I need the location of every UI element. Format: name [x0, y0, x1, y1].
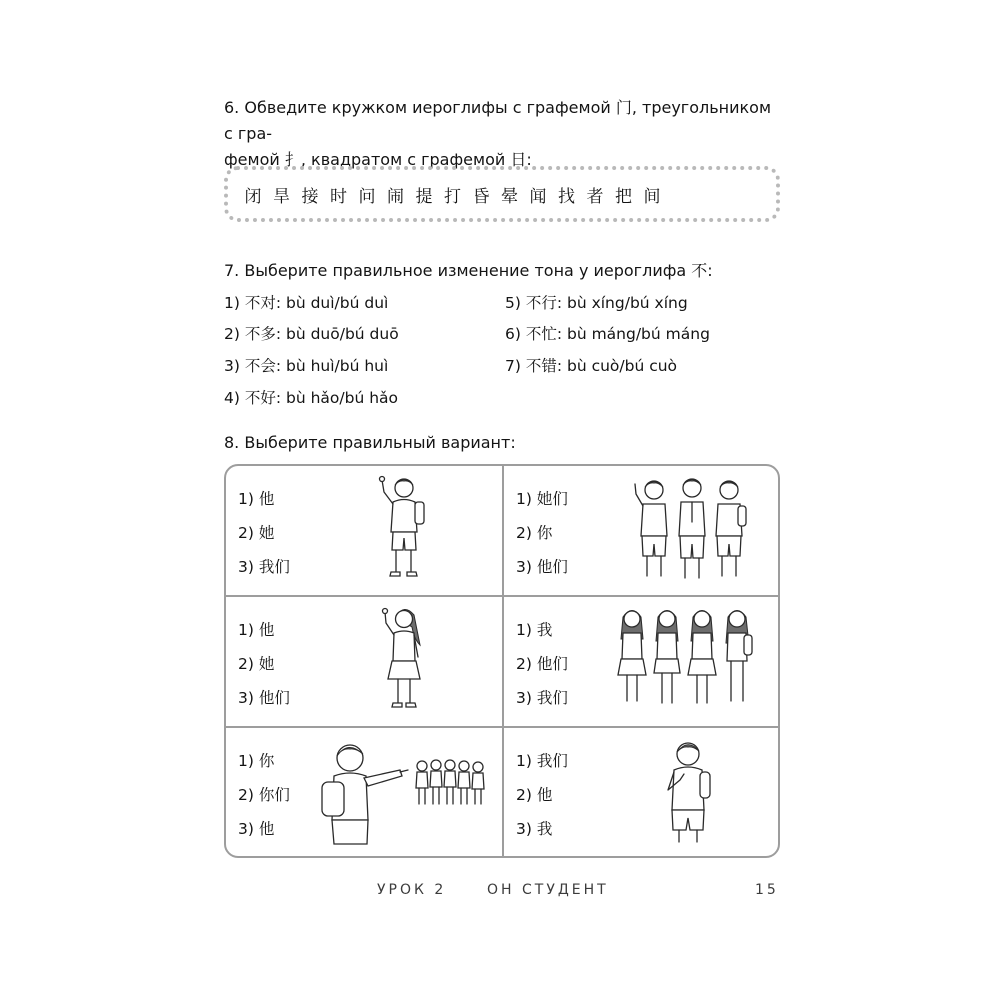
tone-option-5[interactable]: 5) 不行: bù xíng/bú xíng: [505, 294, 688, 312]
answer-option[interactable]: 2) 她: [238, 524, 275, 542]
character-item[interactable]: 晕: [501, 187, 518, 207]
answer-option[interactable]: 3) 我: [516, 820, 553, 838]
character-item[interactable]: 打: [444, 187, 461, 207]
task-6-line-1: 6. Обведите кружком иероглифы с графемой 门, треугольником с гра-: [224, 98, 772, 143]
boy-waving-illustration: [376, 472, 436, 582]
choice-cell-6: [504, 728, 780, 858]
choice-cell-3: [226, 597, 502, 727]
page-number: 15: [755, 882, 779, 898]
task-7-heading: 7. Выберите правильное изменение тона у иероглифа 不:: [224, 261, 713, 280]
character-item[interactable]: 把: [615, 187, 632, 207]
character-item[interactable]: 找: [558, 187, 575, 207]
character-item[interactable]: 接: [301, 187, 319, 207]
answer-option[interactable]: 1) 我: [516, 621, 553, 639]
answer-option[interactable]: 3) 他们: [516, 558, 568, 576]
answer-option[interactable]: 3) 他: [238, 820, 275, 838]
pronoun-choice-grid: [224, 464, 780, 858]
girl-waving-illustration: [376, 603, 436, 715]
task-6-line-2: фемой 扌, квадратом с графемой 日:: [224, 150, 532, 169]
answer-option[interactable]: 2) 你: [516, 524, 553, 542]
tone-option-1[interactable]: 1) 不对: bù duì/bú duì: [224, 294, 389, 312]
tone-option-6[interactable]: 6) 不忙: bù máng/bú máng: [505, 325, 710, 343]
three-boys-illustration: [632, 472, 752, 587]
answer-option[interactable]: 1) 他: [238, 490, 275, 508]
answer-option[interactable]: 1) 你: [238, 752, 275, 770]
character-item[interactable]: 时: [330, 187, 347, 207]
choice-cell-4: [504, 597, 780, 727]
character-item[interactable]: 间: [643, 187, 661, 207]
answer-option[interactable]: 2) 她: [238, 655, 275, 673]
choice-cell-5: [226, 728, 502, 858]
answer-option[interactable]: 1) 我们: [516, 752, 568, 770]
footer-lesson: УРОК 2: [377, 882, 447, 898]
character-item[interactable]: 问: [358, 187, 376, 207]
character-item[interactable]: 闻: [529, 187, 547, 207]
answer-option[interactable]: 1) 他: [238, 621, 275, 639]
character-item[interactable]: 昏: [472, 187, 490, 207]
tone-option-7[interactable]: 7) 不错: bù cuò/bú cuò: [505, 357, 678, 375]
four-girls-illustration: [612, 603, 762, 718]
answer-option[interactable]: 2) 他们: [516, 655, 568, 673]
character-item[interactable]: 闹: [387, 187, 404, 207]
tone-option-4[interactable]: 4) 不好: bù hǎo/bú hǎo: [224, 389, 398, 407]
character-item[interactable]: 者: [586, 187, 604, 207]
answer-option[interactable]: 2) 他: [516, 786, 553, 804]
answer-option[interactable]: 3) 他们: [238, 689, 290, 707]
character-row: [244, 182, 661, 207]
answer-option[interactable]: 3) 我们: [238, 558, 290, 576]
choice-cell-1: [226, 466, 502, 596]
answer-option[interactable]: 3) 我们: [516, 689, 568, 707]
character-item[interactable]: 闭: [244, 187, 262, 207]
boy-pointing-at-group-illustration: [320, 736, 490, 852]
task-8-heading: 8. Выберите правильный вариант:: [224, 433, 516, 452]
tone-option-3[interactable]: 3) 不会: bù huì/bú huì: [224, 357, 389, 375]
boy-pointing-at-self-illustration: [656, 736, 722, 852]
answer-option[interactable]: 2) 你们: [238, 786, 290, 804]
footer-title: ОН СТУДЕНТ: [487, 882, 609, 898]
character-item[interactable]: 旱: [273, 187, 290, 207]
task-6-instruction: [224, 95, 780, 173]
answer-option[interactable]: 1) 她们: [516, 490, 568, 508]
character-item[interactable]: 提: [415, 187, 433, 207]
tone-option-2[interactable]: 2) 不多: bù duō/bú duō: [224, 325, 399, 343]
choice-cell-2: [504, 466, 780, 596]
